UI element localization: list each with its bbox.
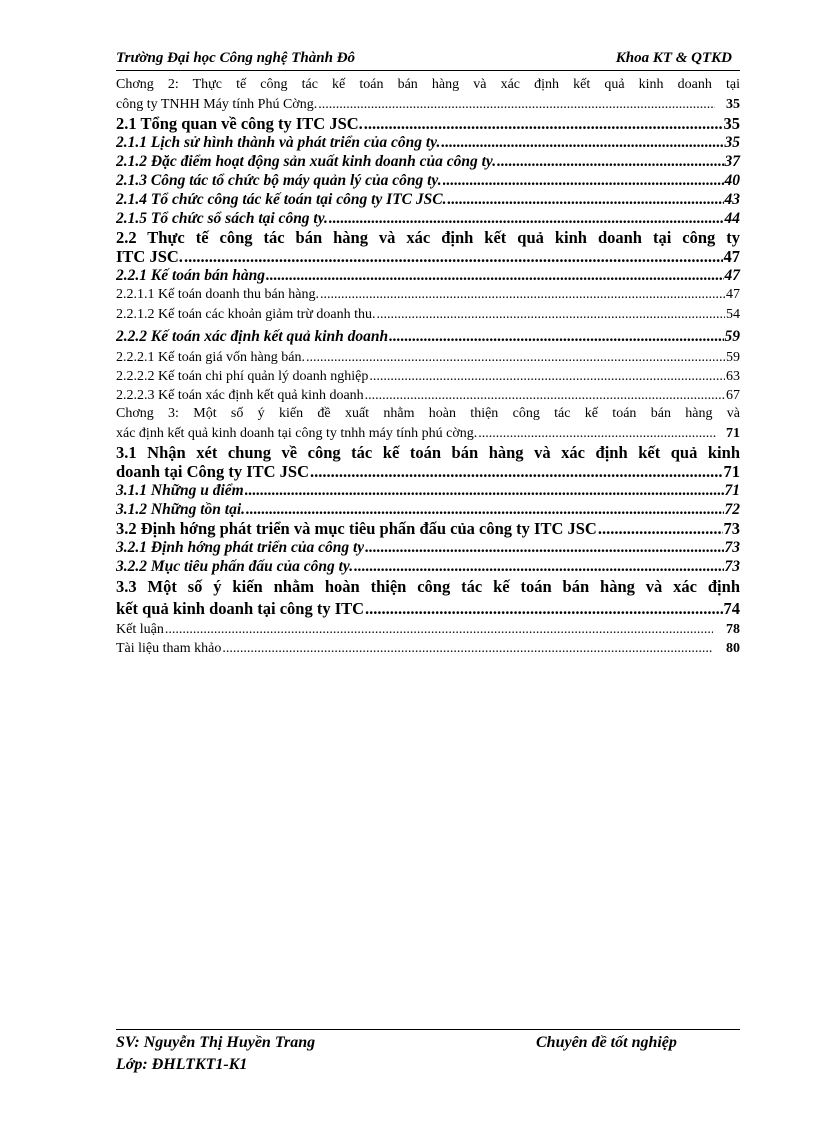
toc-line: xác định kết quả kinh doanh tại công ty tnhh máy tính phú cờng. ..... 71	[116, 424, 740, 443]
toc-section-3-1	[116, 443, 740, 481]
toc-item: 3.2.1 Định hớng phát triển của công ty ..... 73	[116, 538, 740, 557]
toc-item: 2.2.2.2 Kế toán chi phí quản lý doanh nghiệp ..... 63	[116, 367, 740, 386]
toc-item: 3.1.2 Những tồn tại. ..... 72	[116, 500, 740, 519]
footer-student: SV: Nguyễn Thị Huyền Trang	[116, 1034, 316, 1051]
header-rule	[116, 70, 740, 71]
toc-item: 2.2.1 Kế toán bán hàng ..... 47	[116, 266, 740, 285]
toc-item: 2.1.1 Lịch sử hình thành và phát triển của công ty. ..... 35	[116, 133, 740, 152]
footer-rule	[116, 1029, 740, 1030]
toc-item: Kết luận ..... 78	[116, 620, 740, 639]
table-of-contents	[116, 76, 740, 658]
toc-item: 2.1.5 Tổ chức sổ sách tại công ty. ..... 44	[116, 209, 740, 228]
toc-item: 2.1 Tổng quan về công ty ITC JSC. ..... 35	[116, 114, 740, 133]
header-university: Trường Đại học Công nghệ Thành Đô	[116, 50, 356, 66]
toc-item: 2.2.1.1 Kế toán doanh thu bán hàng. ..... 47	[116, 285, 740, 304]
toc-line: 3.1 Nhận xét chung về công tác kế toán bán hàng và xác định kết quả kinh	[116, 443, 740, 462]
toc-line: 2.2 Thực tế công tác bán hàng và xác định kết quả kinh doanh tại công ty	[116, 228, 740, 247]
toc-item: Tài liệu tham khảo ..... 80	[116, 639, 740, 658]
toc-item: 2.1.4 Tổ chức công tác kế toán tại công ty ITC JSC. ..... 43	[116, 190, 740, 209]
toc-chapter-2	[116, 76, 740, 114]
toc-section-2-2	[116, 228, 740, 266]
toc-section-3-3	[116, 576, 740, 620]
header-faculty: Khoa KT & QTKD	[615, 50, 732, 66]
toc-item: 2.2.2.3 Kế toán xác định kết quả kinh doanh ..... 67	[116, 386, 740, 405]
page-header	[116, 48, 740, 70]
toc-item: 2.2.1.2 Kế toán các khoản giảm trừ doanh thu. ..... 54	[116, 304, 740, 326]
toc-line: kết quả kinh doanh tại công ty ITC ..... 74	[116, 598, 740, 620]
toc-item: 3.1.1 Những u điểm ..... 71	[116, 481, 740, 500]
toc-item: 3.2 Định hớng phát triển và mục tiêu phấn đấu của công ty ITC JSC ..... 73	[116, 519, 740, 538]
toc-item: 2.2.2.1 Kế toán giá vốn hàng bán. ..... 59	[116, 348, 740, 367]
toc-line: doanh tại Công ty ITC JSC ..... 71	[116, 462, 740, 481]
toc-line: Chơng 2: Thực tế công tác kế toán bán hàng và xác định kết quả kinh doanh tại	[116, 77, 740, 92]
footer-title: Chuyên đề tốt nghiệp	[536, 1034, 677, 1051]
toc-item: 2.1.3 Công tác tổ chức bộ máy quản lý của công ty. ..... 40	[116, 171, 740, 190]
toc-item: 3.2.2 Mục tiêu phấn đấu của công ty. ..... 73	[116, 557, 740, 576]
toc-chapter-3	[116, 405, 740, 443]
toc-line: ITC JSC. ..... 47	[116, 247, 740, 266]
toc-line: Chơng 3: Một số ý kiến đề xuất nhằm hoàn thiện công tác kế toán bán hàng và	[116, 406, 740, 421]
toc-line: công ty TNHH Máy tính Phú Cờng. ..... 35	[116, 95, 740, 114]
toc-item: 2.1.2 Đặc điểm hoạt động sản xuất kinh doanh của công ty. ..... 37	[116, 152, 740, 171]
footer-class: Lớp: ĐHLTKT1-K1	[116, 1056, 248, 1073]
toc-item: 2.2.2 Kế toán xác định kết quả kinh doanh ..... 59	[116, 326, 740, 348]
toc-line: 3.3 Một số ý kiến nhằm hoàn thiện công tác kế toán bán hàng và xác định	[116, 577, 740, 596]
